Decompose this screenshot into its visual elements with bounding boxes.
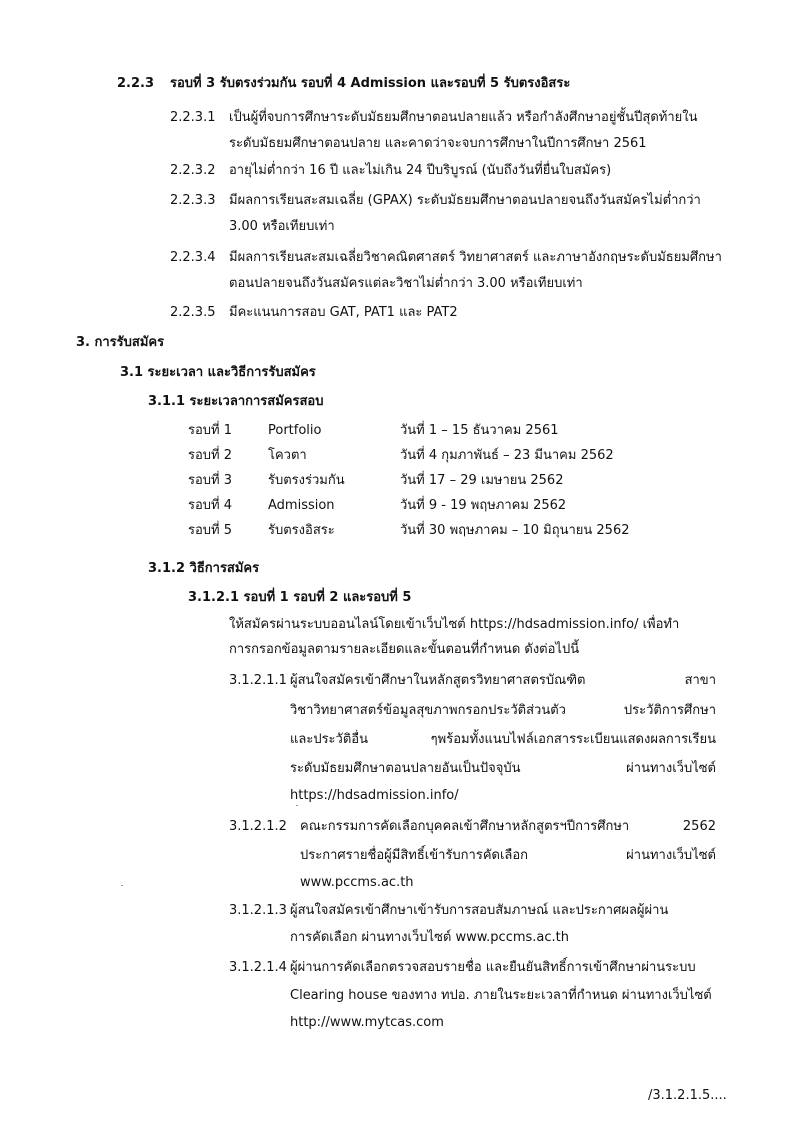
- schedule-date: วันที่ 9 - 19 พฤษภาคม 2562: [400, 498, 567, 513]
- item-2-2-3-5-number: 2.2.3.5: [170, 305, 216, 320]
- schedule-name: Portfolio: [268, 423, 322, 438]
- item-2-2-3-1-line-1: เป็นผู้ที่จบการศึกษาระดับมัธยมศึกษาตอนปลายแล้ว หรือกำลังศึกษาอยู่ชั้นปีสุดท้ายใน: [229, 110, 698, 125]
- schedule-name: โควตา: [268, 448, 307, 463]
- scan-speck: [121, 885, 123, 886]
- section-3-1-1-heading: 3.1.1 ระยะเวลาการสมัครสอบ: [148, 394, 324, 409]
- intro-line-2: การกรอกข้อมูลตามรายละเอียดและขั้นตอนที่กำหนด ดังต่อไปนี้: [229, 642, 580, 657]
- schedule-round: รอบที่ 2: [188, 448, 233, 463]
- step-3-1-2-1-4-line-1: ผู้ผ่านการคัดเลือกตรวจสอบรายชื่อ และยืนยันสิทธิ์การเข้าศึกษาผ่านระบบ: [290, 960, 696, 975]
- step-3-1-2-1-2-url: www.pccms.ac.th: [300, 875, 414, 890]
- item-2-2-3-3-number: 2.2.3.3: [170, 193, 216, 208]
- schedule-round: รอบที่ 3: [188, 473, 233, 488]
- step-3-1-2-1-3-number: 3.1.2.1.3: [229, 903, 287, 918]
- item-2-2-3-1-line-2: ระดับมัธยมศึกษาตอนปลาย และคาดว่าจะจบการศึกษาในปีการศึกษา 2561: [229, 136, 647, 151]
- schedule-date: วันที่ 17 – 29 เมษายน 2562: [400, 473, 564, 488]
- step-3-1-2-1-1-line-2: วิชาวิทยาศาสตร์ข้อมูลสุขภาพกรอกประวัติส่วนตัว ประวัติการศึกษา: [290, 703, 716, 718]
- item-2-2-3-4-number: 2.2.3.4: [170, 250, 216, 265]
- schedule-name: รับตรงอิสระ: [268, 523, 335, 538]
- item-2-2-3-3-line-1: มีผลการเรียนสะสมเฉลี่ย (GPAX) ระดับมัธยมศึกษาตอนปลายจนถึงวันสมัครไม่ต่ำกว่า: [229, 193, 701, 208]
- section-3-heading: 3. การรับสมัคร: [76, 335, 165, 350]
- schedule-row: [188, 522, 708, 540]
- item-2-2-3-1-number: 2.2.3.1: [170, 110, 216, 125]
- schedule-name: รับตรงร่วมกัน: [268, 473, 345, 488]
- schedule-round: รอบที่ 1: [188, 423, 233, 438]
- item-2-2-3-4-line-2: ตอนปลายจนถึงวันสมัครแต่ละวิชาไม่ต่ำกว่า 3.00 หรือเทียบเท่า: [229, 276, 583, 291]
- section-2-2-3-title: รอบที่ 3 รับตรงร่วมกัน รอบที่ 4 Admission และรอบที่ 5 รับตรงอิสระ: [170, 76, 571, 91]
- schedule-date: วันที่ 1 – 15 ธันวาคม 2561: [400, 423, 559, 438]
- schedule-row: [188, 422, 708, 440]
- step-3-1-2-1-1-url: https://hdsadmission.info/: [290, 788, 459, 803]
- item-2-2-3-2-line-1: อายุไม่ต่ำกว่า 16 ปี และไม่เกิน 24 ปีบริบูรณ์ (นับถึงวันที่ยื่นใบสมัคร): [229, 163, 612, 178]
- section-3-1-heading: 3.1 ระยะเวลา และวิธีการรับสมัคร: [120, 365, 316, 380]
- step-3-1-2-1-4-number: 3.1.2.1.4: [229, 960, 287, 975]
- item-2-2-3-2-number: 2.2.3.2: [170, 163, 216, 178]
- step-3-1-2-1-3-line-1: ผู้สนใจสมัครเข้าศึกษาเข้ารับการสอบสัมภาษณ์ และประกาศผลผู้ผ่าน: [290, 903, 669, 918]
- step-3-1-2-1-1-line-4: ระดับมัธยมศึกษาตอนปลายอันเป็นปัจจุบัน ผ่านทางเว็บไซต์: [290, 761, 716, 776]
- schedule-date: วันที่ 30 พฤษภาคม – 10 มิถุนายน 2562: [400, 523, 630, 538]
- schedule-row: [188, 497, 708, 515]
- continuation-marker: /3.1.2.1.5....: [648, 1088, 727, 1103]
- step-3-1-2-1-4-url: http://www.mytcas.com: [290, 1015, 444, 1030]
- step-3-1-2-1-1-line-3: และประวัติอื่น ๆพร้อมทั้งแนบไฟล์เอกสารระเบียนแสดงผลการเรียน: [290, 732, 716, 747]
- schedule-date: วันที่ 4 กุมภาพันธ์ – 23 มีนาคม 2562: [400, 448, 614, 463]
- intro-line-1: ให้สมัครผ่านระบบออนไลน์โดยเข้าเว็บไซต์ https://hdsadmission.info/ เพื่อทำ: [229, 617, 680, 632]
- schedule-name: Admission: [268, 498, 335, 513]
- section-3-1-2-heading: 3.1.2 วิธีการสมัคร: [148, 561, 260, 576]
- item-2-2-3-5-line-1: มีคะแนนการสอบ GAT, PAT1 และ PAT2: [229, 305, 458, 320]
- section-2-2-3-number: 2.2.3: [117, 76, 155, 91]
- schedule-round: รอบที่ 4: [188, 498, 233, 513]
- item-2-2-3-4-line-1: มีผลการเรียนสะสมเฉลี่ยวิชาคณิตศาสตร์ วิทยาศาสตร์ และภาษาอังกฤษระดับมัธยมศึกษา: [229, 250, 722, 265]
- scan-speck: [296, 805, 298, 806]
- section-3-1-2-1-heading: 3.1.2.1 รอบที่ 1 รอบที่ 2 และรอบที่ 5: [188, 590, 412, 605]
- step-3-1-2-1-2-number: 3.1.2.1.2: [229, 819, 287, 834]
- step-3-1-2-1-2-line-1: คณะกรรมการคัดเลือกบุคคลเข้าศึกษาหลักสูตรฯปีการศึกษา 2562: [300, 819, 716, 834]
- step-3-1-2-1-4-line-2: Clearing house ของทาง ทปอ. ภายในระยะเวลาที่กำหนด ผ่านทางเว็บไซต์: [290, 988, 712, 1003]
- step-3-1-2-1-2-line-2: ประกาศรายชื่อผู้มีสิทธิ์เข้ารับการคัดเลือก ผ่านทางเว็บไซต์: [300, 848, 716, 863]
- schedule-row: [188, 447, 708, 465]
- schedule-round: รอบที่ 5: [188, 523, 233, 538]
- schedule-row: [188, 472, 708, 490]
- step-3-1-2-1-1-number: 3.1.2.1.1: [229, 673, 287, 688]
- step-3-1-2-1-1-line-1: ผู้สนใจสมัครเข้าศึกษาในหลักสูตรวิทยาศาสตรบัณฑิต สาขา: [290, 673, 716, 688]
- item-2-2-3-3-line-2: 3.00 หรือเทียบเท่า: [229, 219, 335, 234]
- step-3-1-2-1-3-line-2: การคัดเลือก ผ่านทางเว็บไซต์ www.pccms.ac.th: [290, 930, 569, 945]
